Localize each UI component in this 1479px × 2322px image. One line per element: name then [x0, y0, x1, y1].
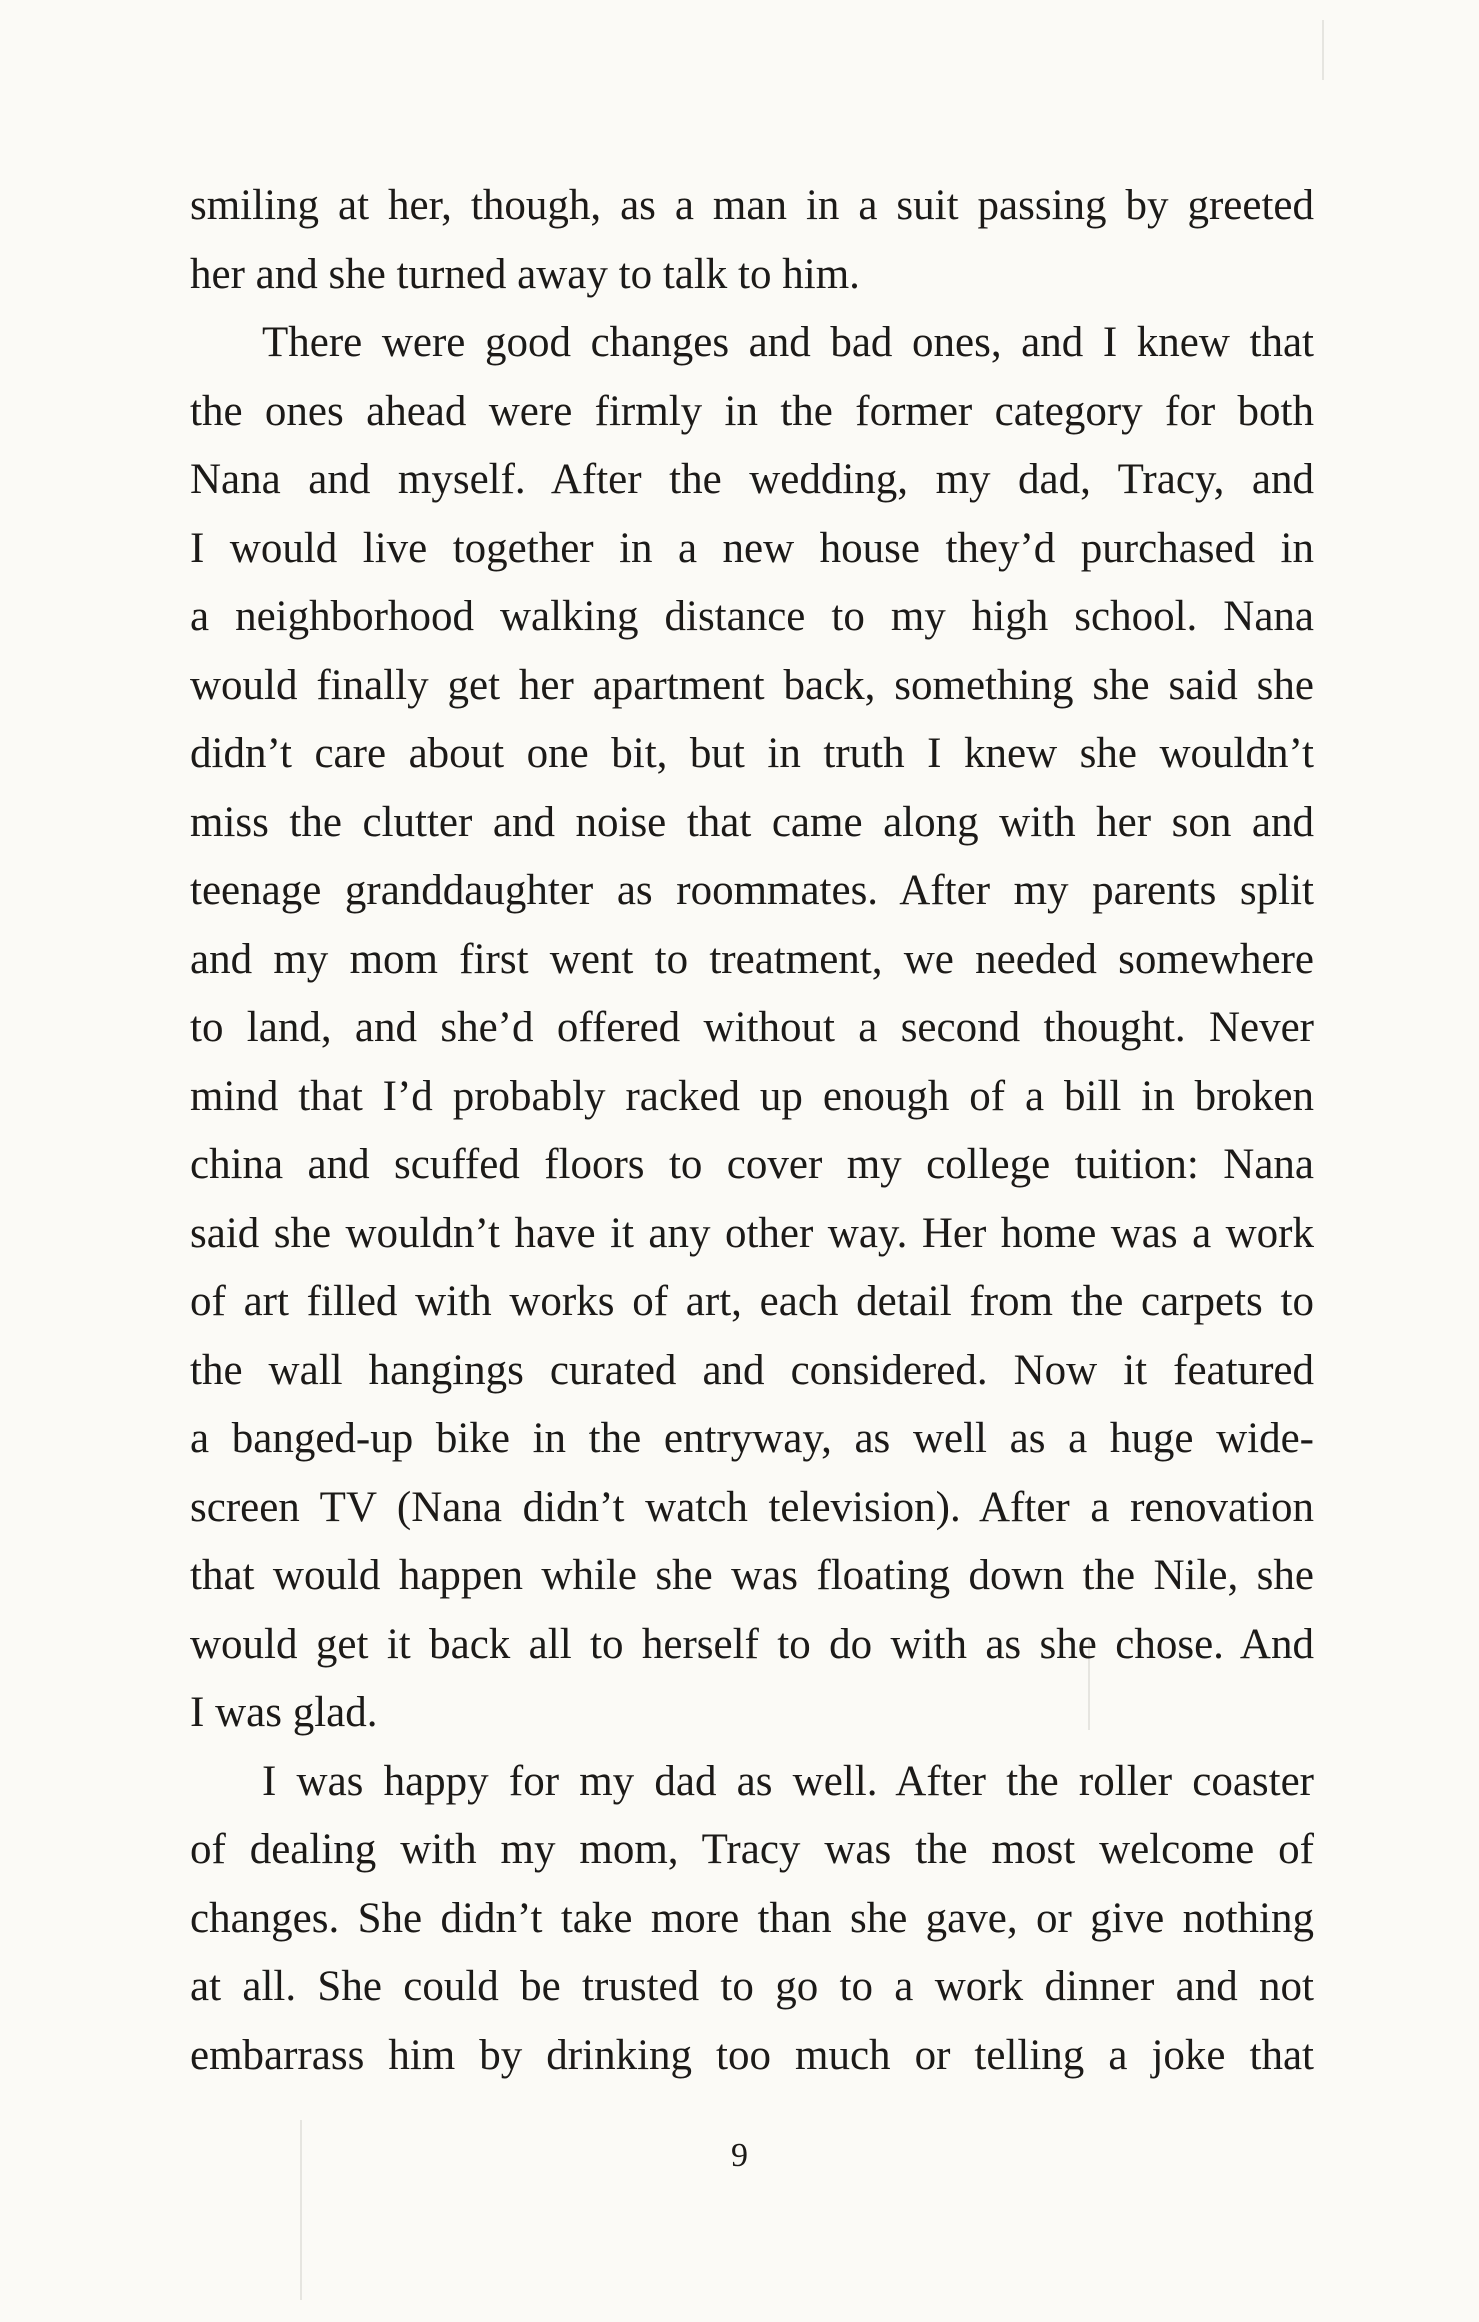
- text-line: changes. She didn’t take more than she gave, or give nothing: [190, 1894, 1314, 1942]
- text-line: I was happy for my dad as well. After the roller coaster: [262, 1757, 1314, 1805]
- text-line: Nana and myself. After the wedding, my dad, Tracy, and: [190, 456, 1314, 503]
- page-number: 9: [731, 2137, 748, 2174]
- text-line: embarrass him by drinking too much or telling a joke that: [190, 2031, 1314, 2079]
- text-line: to land, and she’d offered without a second thought. Never: [190, 1004, 1314, 1051]
- text-line: didn’t care about one bit, but in truth I knew she wouldn’t: [190, 730, 1314, 777]
- text-line: a banged-up bike in the entryway, as well as a huge wide-: [190, 1415, 1314, 1462]
- text-line: would get it back all to herself to do with as she chose. And: [190, 1620, 1314, 1668]
- text-line: a neighborhood walking distance to my high school. Nana: [190, 593, 1314, 640]
- text-line: at all. She could be trusted to go to a work dinner and not: [190, 1963, 1314, 2010]
- body-text: [190, 172, 1314, 2090]
- text-line: her and she turned away to talk to him.: [190, 250, 860, 298]
- text-line: would finally get her apartment back, something she said she: [190, 661, 1314, 709]
- text-line: that would happen while she was floating down the Nile, she: [190, 1552, 1314, 1599]
- text-line: I would live together in a new house they’d purchased in: [190, 524, 1314, 572]
- text-line: and my mom first went to treatment, we needed somewhere: [190, 935, 1314, 983]
- text-line: I was glad.: [190, 1689, 378, 1736]
- text-line: the ones ahead were firmly in the former category for both: [190, 387, 1314, 435]
- text-line: smiling at her, though, as a man in a suit passing by greeted: [190, 182, 1314, 229]
- text-line: of art filled with works of art, each detail from the carpets to: [190, 1278, 1314, 1325]
- text-line: china and scuffed floors to cover my college tuition: Nana: [190, 1141, 1314, 1188]
- text-line: miss the clutter and noise that came along with her son and: [190, 798, 1314, 846]
- text-line: There were good changes and bad ones, and I knew that: [262, 319, 1314, 366]
- text-line: screen TV (Nana didn’t watch television). After a renovation: [190, 1483, 1314, 1531]
- text-line: said she wouldn’t have it any other way. Her home was a work: [190, 1209, 1314, 1257]
- text-line: of dealing with my mom, Tracy was the most welcome of: [190, 1826, 1314, 1873]
- scan-artifact-line: [1322, 20, 1324, 80]
- text-line: the wall hangings curated and considered. Now it featured: [190, 1346, 1314, 1394]
- text-line: mind that I’d probably racked up enough of a bill in broken: [190, 1072, 1314, 1120]
- text-line: teenage granddaughter as roommates. After my parents split: [190, 867, 1314, 914]
